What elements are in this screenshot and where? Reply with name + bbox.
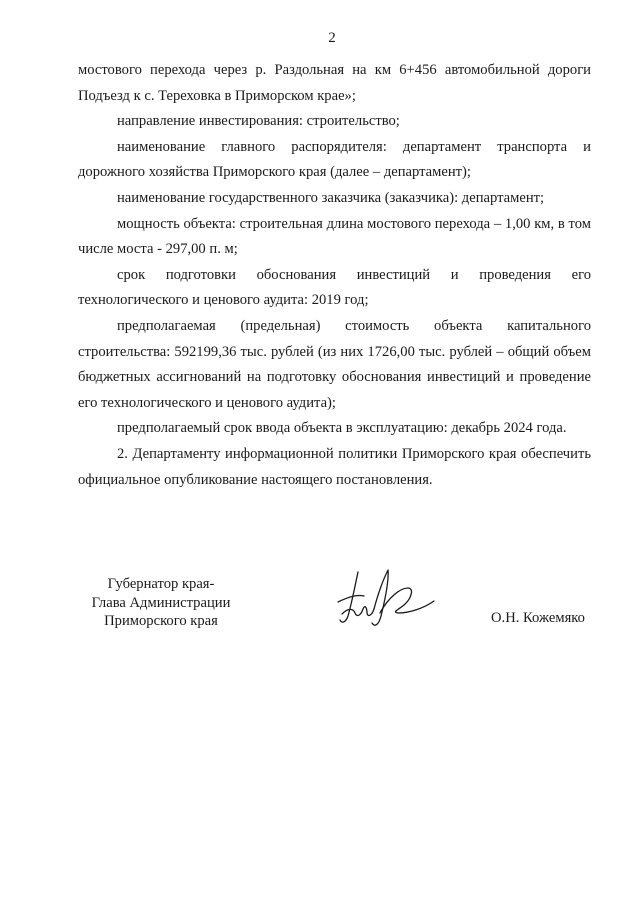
paragraph-investment-direction: направление инвестирования: строительство; xyxy=(117,113,400,130)
signatory-title-line-1: Губернатор края- xyxy=(107,576,215,592)
signatory-name: О.Н. Кожемяко xyxy=(491,610,585,626)
signatory-title-line-2: Глава Администрации xyxy=(91,594,231,611)
paragraph-publication-order: 2. Департаменту информационной политики Приморского края обеспечить официальное опубликование настоящего постановления. xyxy=(78,445,591,488)
paragraph-project-name-continued: мостового перехода через р. Раздольная на км 6+456 автомобильной дороги Подъезд к с. Тереховка в Приморском крае»; xyxy=(78,62,591,104)
page-number: 2 xyxy=(328,30,336,46)
paragraph-object-capacity: мощность объекта: строительная длина мостового перехода – 1,00 км, в том числе моста - 297,00 п. м; xyxy=(78,215,591,258)
paragraph-audit-deadline: срок подготовки обоснования инвестиций и проведения его технологического и ценового аудита: 2019 год; xyxy=(78,266,591,309)
paragraph-commissioning-date: предполагаемый срок ввода объекта в эксплуатацию: декабрь 2024 года. xyxy=(117,420,567,437)
paragraph-main-administrator: наименование главного распорядителя: департамент транспорта и дорожного хозяйства Приморского края (далее – департамент); xyxy=(78,138,591,181)
signatory-title xyxy=(66,575,256,631)
signatory-title-line-3: Приморского края xyxy=(104,613,218,629)
document-body xyxy=(78,58,591,493)
paragraph-estimated-cost: предполагаемая (предельная) стоимость объекта капитального строительства: 592199,36 тыс. рублей (из них 1726,00 тыс. рублей – общий объем бюджетных ассигнований на подготовку обоснования инвестиций и проведение его технологического и ценового аудита); xyxy=(78,317,591,411)
handwritten-signature xyxy=(328,558,438,638)
paragraph-state-customer: наименование государственного заказчика (заказчика): департамент; xyxy=(117,189,545,206)
